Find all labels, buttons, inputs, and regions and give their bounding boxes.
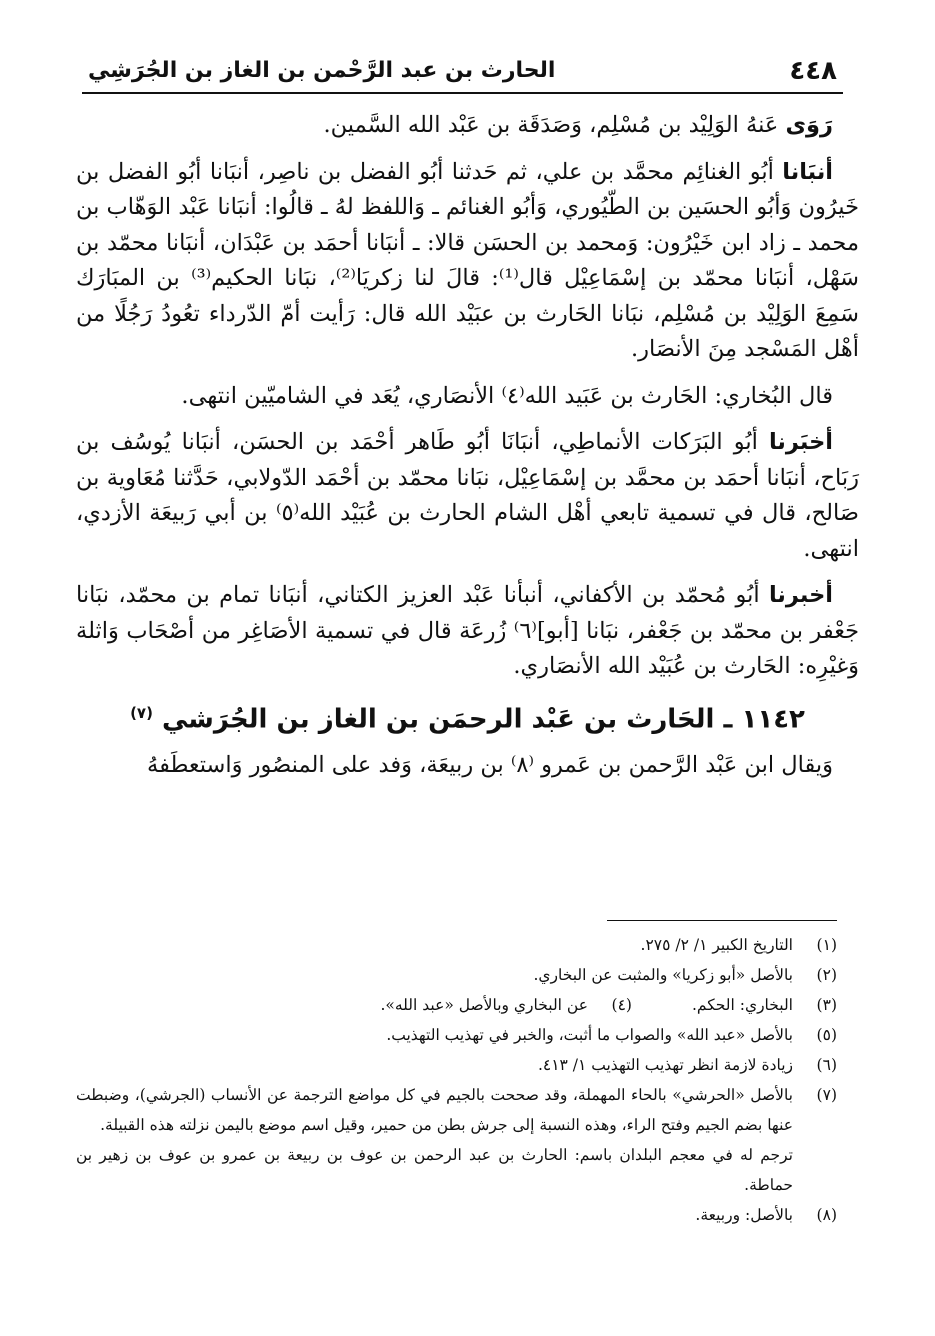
footnote [76,1050,837,1080]
paragraph [76,108,859,144]
footnote [380,990,632,1020]
footnote-text: بالأصل «أبو زكريا» والمثبت عن البخاري. [533,966,793,984]
footnote-number: (٨) [816,1206,837,1224]
footnote-text: بالأصل «الحرشي» بالحاء المهملة، وقد صححت بالجيم في كل مواضع الترجمة عن الأنساب (الجرشي)، وضبطت عنها بضم الجيم وفتح الراء، وهذه النسبة إلى جرش بطن من حمير، وقيل اسم موضع باليمن نزلته هذه القبيلة. [76,1086,793,1134]
footnote-text: البخاري: الحكم. [691,996,793,1014]
paragraph-text: أبُو البَرَكات الأنماطِي، أنبَانَا أبُو طَاهر أحْمَد بن الحسَن، أنبَانا يُوسُف بن رَبَاح، أنبَانا أحمَد بن محمَّد بن إسْمَاعِيْل، نبَانا محمّد بن أحْمَد الدّولابي، حَدَّثنا مُعَاوية بن صَالح، قال في تسمية تابعي أهْل الشام الحارث بن عُبَيْد الله⁽٥⁾ بن أبي رَبيعَة الأزدي، انتهى. [76,429,859,562]
paragraph [76,155,859,368]
footnote-number: (٥) [816,1026,837,1044]
footnote [76,930,837,960]
entry-heading [76,696,859,738]
footnote [76,1080,837,1140]
footnote-text: بالأصل: وربيعة. [695,1206,793,1224]
footnote-row [76,990,837,1020]
footnote [76,1200,837,1230]
footnotes [76,930,837,1230]
paragraph-lead: أخبَرنا [768,429,833,455]
page-header [82,52,843,94]
paragraph-text: قال البُخاري: الحَارث بن عَبَيد الله⁽٤⁾ الأنصَاري، يُعَد في الشاميّين انتهى. [181,382,833,409]
main-text [76,108,859,794]
footnote-number: (٢) [816,966,837,984]
footnote [76,1020,837,1050]
paragraph-text: عَنهُ الوَلِيْد بن مُسْلِم، وَصَدَقَة بن عَبْد الله السَّمين. [323,112,786,138]
footnote-text: زيادة لازمة انظر تهذيب التهذيب ١/ ٤١٣. [537,1056,793,1074]
paragraph-text: أبُو مُحمّد بن الأكفاني، أنبأنا عَبْد العزيز الكتاني، أنبَانا تمام بن محمّد، نبَانا جَعْفر بن محمّد بن جَعْفر، نبَانا [أبو]⁽٦⁾ زُرعَة قال في تسمية الأصَاغِر من أصْحَاب وَاثلة وَغيْرِه: الحَارث بن عُبَيْد الله الأنصَاري. [76,582,859,679]
paragraph-lead: رَوَى [785,112,833,138]
paragraph-lead: أخبرنا [768,582,833,608]
footnote-separator [607,920,837,921]
paragraph [76,425,859,567]
footnote-text: بالأصل «عبد الله» والصواب ما أثبت، والخبر في تهذيب التهذيب. [386,1026,793,1044]
footnote-number: (١) [816,936,837,954]
paragraph [76,578,859,685]
footnote-continuation: ترجم له في معجم البلدان باسم: الحارث بن عبد الرحمن بن عوف بن ربيعة بن عمرو بن عوف بن زهير بن حماطة. [76,1146,793,1194]
paragraph-text: وَيقال ابن عَبْد الرَّحمن بن عَمرو ⁽٨⁾ بن ربيعَة، وَفد على المنصُور وَاستعطَفهُ [147,751,833,778]
footnote-number: (٤) [611,996,632,1014]
paragraph-lead: أنبَانا [782,158,833,185]
footnote-text: عن البخاري وبالأصل «عبد الله». [380,996,588,1014]
entry-heading-text: ١١٤٢ ـ الحَارث بن عَبْد الرحمَن بن الغاز بن الجُرَشي [162,704,805,735]
footnote [76,960,837,990]
entry-heading-note-ref: (٧) [130,703,153,722]
entry-first-line [76,748,859,784]
footnote-number: (٣) [816,996,837,1014]
page-number: ٤٤٨ [789,56,837,86]
paragraph [76,379,859,415]
footnote-text: التاريخ الكبير ١/ ٢/ ٢٧٥. [640,936,793,954]
footnote-number: (٦) [816,1056,837,1074]
running-title: الحارث بن عبد الرَّحْمن بن الغاز بن الجُرَشِي [88,58,556,83]
footnote [692,990,837,1020]
footnote-number: (٧) [816,1086,837,1104]
paragraph-text: أبُو الغنائِم محمَّد بن علي، ثم حَدثنا أبُو الفضل بن ناصِر، أنبَانا أبُو الفضل بن خَيرُون وَأبُو الحسَين بن الطّيُوري، وَأبُو الغنائم ـ وَاللفظ لهُ ـ قالُوا: أنبَانا عَبْد الوَهّاب بن محمد ـ زاد ابن خَيْرُون: وَمحمد بن الحسَن قالا: ـ أنبَانا أحمَد بن عَبْدَان، أنبَانا محمّد بن سَهْل، أنبَانا محمّد بن إسْمَاعِيْل قال⁽¹⁾: قالَ لنا زكريَا⁽²⁾، نبَانا الحكيم⁽³⁾ بن المبَارَك سَمِعَ الوَلِيْد بن مُسْلِم، نبَانا الحَارث بن عبَيْد الله قال: رَأيت أمّ الدّرداء تعُودُ رَجُلًا من أهْل المَسْجد مِنَ الأنصَار. [76,158,859,362]
